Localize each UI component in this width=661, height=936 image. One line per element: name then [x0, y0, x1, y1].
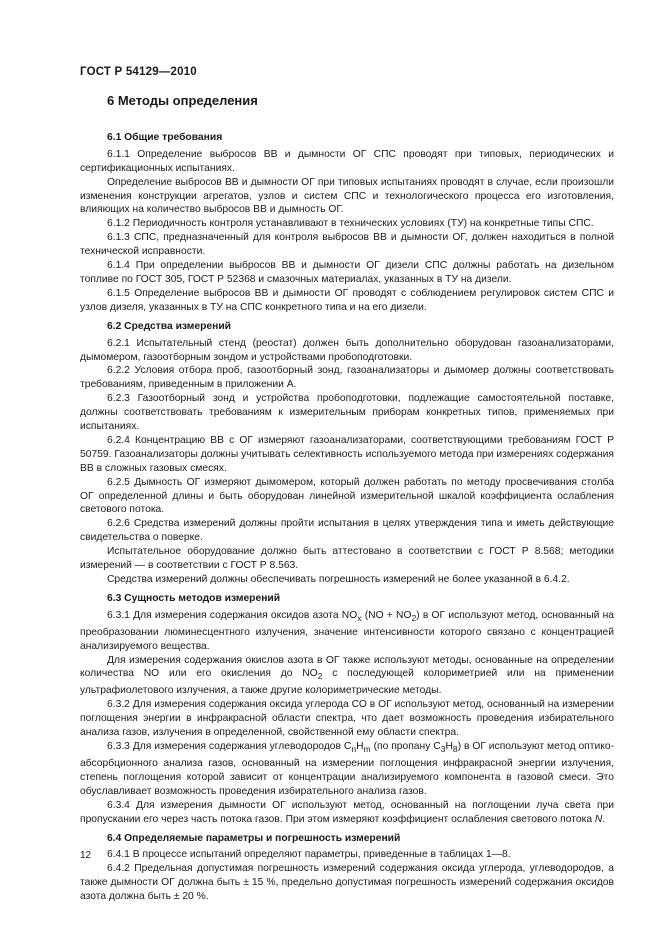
paragraph: Определение выбросов ВВ и дымности ОГ при типовых испытаниях проводят в случае, если произошли изменения конструкции агрегатов, узлов и систем СПС и технологического процесса его изготовления, влияющих на количество выбросов ВВ и дымность ОГ. [80, 176, 614, 216]
paragraph-6-4-2: 6.4.2 Предельная допустимая погрешность измерений содержания оксида углерода, углеводородов, а также дымности ОГ должна быть ± 15 %, предельно допустимая погрешность измерений содержания оксидов азота должна быть ± 20 %. [80, 863, 614, 903]
paragraph-6-3-4 [80, 799, 614, 827]
paragraph-6-2-4: 6.2.4 Концентрацию ВВ с ОГ измеряют газоанализаторами, соответствующими требованиям ГОСТ Р 50759. Газоанализаторы должны учитывать селективность используемого метода при измерениях содержания ВВ в сложных газовых смесях. [80, 434, 614, 474]
subscript: m [363, 744, 371, 755]
paragraph: Средства измерений должны обеспечивать погрешность измерений не более указанной в 6.4.2. [107, 574, 570, 585]
text-run: ) в ОГ используют метод оптико-абсорбционного анализа газов, основанный на измерении поглощения инфракрасной энергии излучения, степень поглощения которой зависит от концентрации анализируемого компонента в газовой смеси. Это обуславливает возможность проведения избирательного анализа газов. [80, 741, 615, 797]
paragraph-6-2-1: 6.2.1 Испытательный стенд (реостат) должен быть дополнительно оборудован газоанализаторами, дымомером, газоотборным зондом и устройствами пробоподготовки. [80, 337, 614, 363]
paragraph-6-2-6: 6.2.6 Средства измерений должны пройти испытания в целях утверждения типа и иметь действующие свидетельства о поверке. [80, 518, 614, 544]
text-run: Н [356, 741, 364, 753]
subscript: 8 [452, 744, 458, 755]
subsection-title-6-2: 6.2 Средства измерений [107, 320, 232, 332]
paragraph-6-3-2: 6.3.2 Для измерения содержания оксида углерода СО в ОГ используют метод, основанный на измерении поглощения энергии в инфракрасной области спектра, что дает возможность проведения избирательного анализа газов, излучения в определенной, свойственной ему области спектра. [80, 699, 614, 739]
subscript: 3 [440, 744, 446, 755]
subscript: 2 [411, 612, 417, 623]
paragraph-6-2-3: 6.2.3 Газоотборный зонд и устройства пробоподготовки, подлежащие самостоятельной поставке, должны соответствовать требованиям к измерительным приборам конкретных типов, применяемых при испытаниях. [80, 393, 614, 433]
text-run: Н [445, 741, 453, 753]
subscript: 2 [317, 671, 323, 682]
subscript: x [357, 612, 362, 623]
document-body [80, 94, 614, 904]
paragraph-6-3-1 [80, 609, 614, 654]
text-run: 6.3.4 Для измерения дымности ОГ используют метод, основанный на поглощении луча света при пропускании его через часть потока газов. При этом измеряют коэффициент ослабления светового потока [80, 799, 614, 825]
paragraph-6-2-5: 6.2.5 Дымность ОГ измеряют дымомером, который должен работать по методу просвечивания столба ОГ определенной длины и быть оборудован линейной измерительной шкалой коэффициента ослабления светового потока. [80, 476, 614, 516]
subsection-title-6-3: 6.3 Сущность методов измерений [107, 592, 281, 604]
subsection-title-6-4: 6.4 Определяемые параметры и погрешность измерений [107, 832, 401, 844]
text-run: Для измерения содержания окислов азота в ОГ также используют методы, основанные на определении количества NO или его окисления до NO [80, 654, 614, 680]
paragraph-6-1-4: 6.1.4 При определении выбросов ВВ и дымности ОГ дизели СПС должны работать на дизельном топливе по ГОСТ 305, ГОСТ Р 52368 и смазочных материалах, указанных в ТУ на дизели. [80, 260, 614, 285]
document-header: ГОСТ Р 54129—2010 [80, 66, 197, 78]
paragraph: Испытательное оборудование должно быть аттестовано в соответствии с ГОСТ Р 8.568; методики измерений — в соответствии с ГОСТ Р 8.563. [80, 546, 614, 572]
page-number: 12 [80, 850, 92, 861]
paragraph [80, 654, 614, 699]
paragraph-6-1-2: 6.1.2 Периодичность контроля устанавливают в технических условиях (ТУ) на конкретные типы СПС. [107, 218, 594, 230]
text-run: 6.3.3 Для измерения содержания углеводородов С [107, 741, 352, 753]
text-run: (NO + NO [361, 609, 412, 621]
text-run: с последующей колориметрией или на применении ультрафиолетового излучения, а также другие колориметрические методы. [80, 668, 614, 697]
paragraph-6-4-1: 6.4.1 В процессе испытаний определяют параметры, приведенные в таблицах 1—8. [107, 849, 511, 861]
text-run: 6.3.1 Для измерения содержания оксидов азота NO [107, 609, 358, 621]
text-run: . [602, 813, 606, 825]
italic-symbol: N [594, 813, 603, 825]
paragraph-6-1-1: 6.1.1 Определение выбросов ВВ и дымности ОГ СПС проводят при типовых, периодических и сертификационных испытаниях. [80, 148, 614, 174]
paragraph-6-3-3 [80, 740, 614, 799]
text-run: ) в ОГ используют метод, основанный на преобразовании люминесцентного излучения, значение интенсивности которого связано с концентрацией анализируемого вещества. [80, 609, 614, 652]
subsection-title-6-1: 6.1 Общие требования [107, 131, 223, 143]
paragraph-6-1-3: 6.1.3 СПС, предназначенный для контроля выбросов ВВ и дымности ОГ, должен находиться в полной технической исправности. [80, 232, 614, 258]
subscript: n [351, 744, 357, 755]
section-title: 6 Методы определения [107, 93, 258, 108]
paragraph-6-2-2: 6.2.2 Условия отбора проб, газоотборный зонд, газоанализаторы и дымомер должны соответствовать требованиям, приведенным в приложении А. [80, 365, 614, 391]
paragraph-6-1-5: 6.1.5 Определение выбросов ВВ и дымности ОГ проводят с соблюдением регулировок систем СПС и узлов дизеля, указанных в ТУ на СПС конкретного типа и на его дизели. [80, 287, 614, 313]
text-run: (по пропану С [370, 741, 441, 753]
